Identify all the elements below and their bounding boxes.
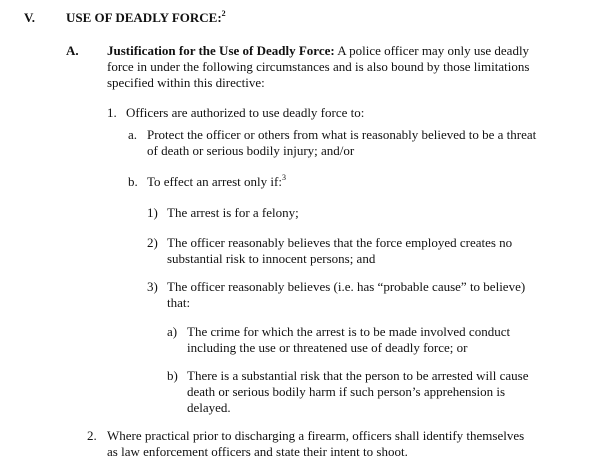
subsection-heading: Justification for the Use of Deadly Force: [107, 43, 335, 58]
subsection-line-2: force in under the following circumstances and is also bound by those limitations [107, 59, 530, 74]
item-1b3a-text [187, 324, 587, 356]
item-1a-line-1: Protect the officer or others from what is reasonably believed to be a threat [147, 127, 537, 142]
item-1b3b-line-3: delayed. [187, 400, 231, 415]
item-1b3a-line-1: The crime for which the arrest is to be made involved conduct [187, 324, 511, 339]
subsection-paragraph [107, 43, 587, 91]
item-1a-line-2: of death or serious bodily injury; and/or [147, 143, 355, 158]
item-1b3-number: 3) [147, 279, 158, 294]
item-1b3b-line-2: death or serious bodily harm if such person’s apprehension is [187, 384, 506, 399]
item-1b2-line-2: substantial risk to innocent persons; and [167, 251, 376, 266]
item-1a-text [147, 127, 587, 159]
item-1b-footnote-marker: 3 [281, 173, 286, 182]
item-2-text [107, 428, 587, 460]
item-1b-text-content: To effect an arrest only if: [147, 174, 282, 189]
item-1b1-number: 1) [147, 205, 158, 220]
item-1b3-line-1: The officer reasonably believes (i.e. has “probable cause” to believe) [167, 279, 526, 294]
item-1b2-number: 2) [147, 235, 158, 250]
item-2-number: 2. [87, 428, 97, 443]
item-1-number: 1. [107, 105, 117, 120]
item-1b1-text: The arrest is for a felony; [167, 205, 299, 220]
section-footnote-marker: 2 [221, 9, 226, 18]
item-1b3-text [167, 279, 587, 311]
item-1b3a-line-2: including the use or threatened use of deadly force; or [187, 340, 468, 355]
item-1b2-line-1: The officer reasonably believes that the force employed creates no [167, 235, 513, 250]
item-1b3b-text [187, 368, 587, 416]
subsection-line-1 [107, 43, 587, 59]
item-2-line-1: Where practical prior to discharging a firearm, officers shall identify themselves [107, 428, 525, 443]
subsection-text-1: A police officer may only use deadly [334, 43, 530, 58]
item-2-line-2: as law enforcement officers and state their intent to shoot. [107, 444, 408, 459]
item-1b3b-letter: b) [167, 368, 178, 383]
item-1b-text [147, 174, 286, 190]
item-1-text: Officers are authorized to use deadly force to: [126, 105, 365, 120]
subsection-letter: A. [66, 43, 79, 58]
subsection-line-3: specified within this directive: [107, 75, 265, 90]
item-1a-letter: a. [128, 127, 138, 142]
item-1b3b-line-1: There is a substantial risk that the person to be arrested will cause [187, 368, 529, 383]
section-number: V. [24, 10, 35, 25]
item-1b-letter: b. [128, 174, 138, 189]
section-title [66, 10, 226, 26]
item-1b2-text [167, 235, 587, 267]
item-1b3a-letter: a) [167, 324, 178, 339]
item-1b3-line-2: that: [167, 295, 191, 310]
section-title-text: USE OF DEADLY FORCE: [66, 10, 222, 25]
